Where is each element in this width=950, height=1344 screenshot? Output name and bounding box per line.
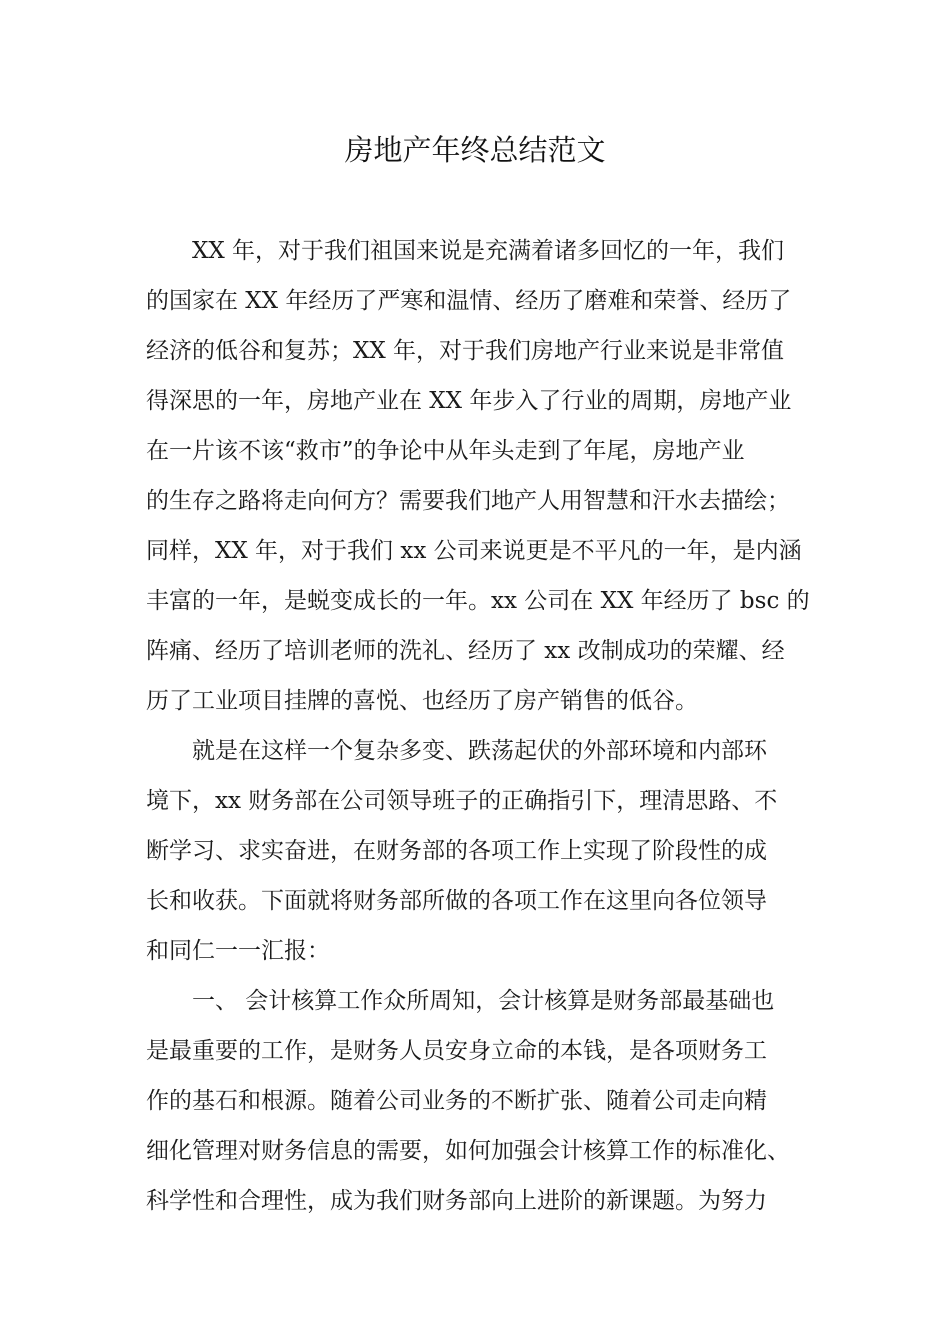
text-line: 在一片该不该“救市”的争论中从年头走到了年尾，房地产业	[146, 438, 745, 464]
text-line: 得深思的一年，房地产业在 XX 年步入了行业的周期，房地产业	[146, 388, 792, 414]
text-line: 长和收获。下面就将财务部所做的各项工作在这里向各位领导	[146, 888, 767, 914]
text-line: 境下，xx 财务部在公司领导班子的正确指引下，理清思路、不	[146, 788, 778, 814]
text-line: 同样，XX 年，对于我们 xx 公司来说更是不平凡的一年，是内涵	[146, 538, 802, 564]
text-line: 经济的低谷和复苏；XX 年，对于我们房地产行业来说是非常值	[146, 338, 785, 364]
text-line: 作的基石和根源。随着公司业务的不断扩张、随着公司走向精	[146, 1088, 767, 1114]
text-line: 就是在这样一个复杂多变、跌荡起伏的外部环境和内部环	[192, 738, 767, 764]
text-line: XX 年，对于我们祖国来说是充满着诸多回忆的一年，我们	[192, 238, 785, 264]
document-title: 房地产年终总结范文	[344, 133, 606, 167]
text-line: 断学习、求实奋进，在财务部的各项工作上实现了阶段性的成	[146, 838, 767, 864]
text-line: 细化管理对财务信息的需要，如何加强会计核算工作的标准化、	[146, 1138, 790, 1164]
text-line: 丰富的一年，是蜕变成长的一年。xx 公司在 XX 年经历了 bsc 的	[146, 588, 810, 614]
text-line: 的生存之路将走向何方？需要我们地产人用智慧和汗水去描绘；	[146, 488, 790, 514]
text-line: 科学性和合理性，成为我们财务部向上进阶的新课题。为努力	[146, 1188, 767, 1214]
text-line: 一、 会计核算工作众所周知，会计核算是财务部最基础也	[192, 988, 775, 1014]
document-body	[146, 226, 814, 1226]
text-line: 的国家在 XX 年经历了严寒和温情、经历了磨难和荣誉、经历了	[146, 288, 792, 314]
text-line: 和同仁一一汇报：	[146, 938, 330, 964]
text-line: 历了工业项目挂牌的喜悦、也经历了房产销售的低谷。	[146, 688, 698, 714]
text-line: 阵痛、经历了培训老师的洗礼、经历了 xx 改制成功的荣耀、经	[146, 638, 785, 664]
text-line: 是最重要的工作，是财务人员安身立命的本钱，是各项财务工	[146, 1038, 767, 1064]
